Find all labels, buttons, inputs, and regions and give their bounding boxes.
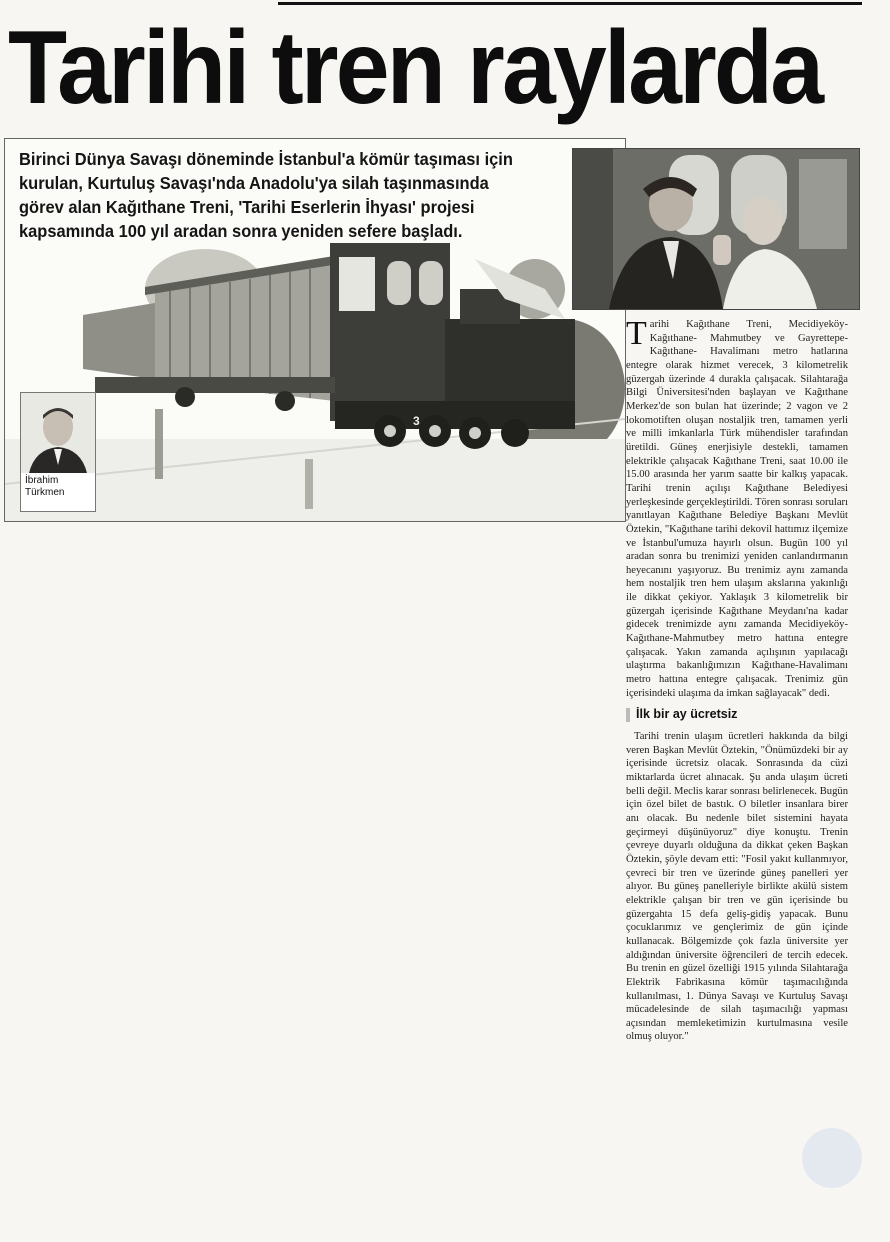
- train-number: 3: [413, 414, 420, 428]
- article-body: [626, 315, 849, 1044]
- author-first-name: İbrahim: [25, 475, 59, 486]
- subheading: İlk bir ay ücretsiz: [626, 708, 848, 722]
- author-byline: [20, 392, 96, 512]
- officials-photo: [572, 148, 860, 310]
- officials-photo-image: [573, 149, 859, 309]
- author-portrait: [21, 393, 95, 473]
- body-paragraph-1-text: arihi Kağıthane Treni, Mecidiyeköy-Kağıthane- Mahmutbey ve Gayrettepe- Kağıthane- Havalimanı metro hatlarına entegre olarak hizmet verecek, 3 kilometrelik güzergah üzerinde 4 durakla çalışacak. Silahtarağa Bilgi Üniversitesi'nden başlayan ve Kağıthane Merkez'de son bulan hat üzerinde; 2 vagon ve 2 lokomotiften oluşan nostaljik tren, tamamen yerli ve milli imkanlarla Türk mühendisler tarafından üretildi. Güneş enerjisiyle destekli, tamamen elektrikle çalışacak Kağıthane Treni, saat 10.00 ile 15.00 arasında her yarım saatte bir kalkış yapacak. Tarihi trenin açılışı Kağıthane Belediyesi yerleşkesinde gerçekleştirildi. Tören sonrası soruları yanıtlayan Kağıthane Belediye Başkanı Mevlüt Öztekin, "Kağıthane tarihi dekovil hattımız ilçemize ve İstanbul'umuza hayırlı olsun. Bugün 100 yıl aradan sonra bu trenimizi yeniden canlandırmanın heyecanını yaşıyoruz. Bu trenimiz aynı zamanda hem nostaljik tren hem ulaşım akslarına yakınlığı ile dikkat çekiyor. Yaklaşık 3 kilometrelik bir güzergah içerisinde Kağıthane Meydanı'na kadar gidecek trenimizde aynı zamanda Mecidiyeköy-Kağıthane-Mahmutbey metro hattına entegre çalışacak. Yakın zamanda açılışının yapılacağı ulaştırma bakanlığımızın Kağıthane-Havalimanı metro hattına entegre çalışacak. Trenimiz gün içerisindeki ulaşıma da imkan sağlayacak" dedi.: [626, 319, 849, 699]
- author-last-name: Türkmen: [25, 487, 65, 498]
- lead-text: Birinci Dünya Savaşı döneminde İstanbul'a kömür taşıması için kurulan, Kurtuluş Savaşı'nda Anadolu'ya silah taşınmasında görev alan Kağıthane Treni, 'Tarihi Eserlerin İhyası' projesi kapsamında 100 yıl aradan sonra yeniden sefere başladı.: [19, 149, 513, 241]
- body-paragraph-2: Tarihi trenin ulaşım ücretleri hakkında da bilgi veren Başkan Mevlüt Öztekin, "Önümüzdeki bir ay içerisinde ücretsiz olacak. Sonrasında da cüzi miktarlarda ücret alınacak. Şu anda ulaşım ücreti belli değil. Meclis karar sonrası belirlenecek. Bugün için özel bilet de bastık. O biletler insanlara birer anı olacak. Bu nedenle bilet sistemini hayata geçirmeyi düşünüyoruz" diye konuştu. Trenin çevreye duyarlı olduğuna da dikkat çeken Başkan Öztekin, şöyle devam etti: "Fosil yakıt kullanmıyor, çevreci bir tren ve üzerinde güneş panelleri yer alıyor. Bu güneş panelleriyle birlikte akülü sistem elektrikle çalışan bir tren ve gün içerisinde bu güzergahta 15 defa geliş-gidiş yapacak. Bunu çocuklarımız ve gençlerimiz de gün içinde kullanacak. Bölgemizde çok fazla üniversite yer aldığından üniversite öğrencileri de tercih edecek. Bu trenin en güzel özelliği 1915 yılında Silahtarağa Elektrik Fabrikasına kömür taşımacılığında kullanılması, 1. Dünya Savaşı ve Kurtuluş Savaşı mücadelesinde de silah taşımacılığı yapması açısından memleketimizin kurtulmasına vesile olmuş oluyor.": [626, 731, 848, 1043]
- stamp-watermark: [802, 1128, 862, 1188]
- body-paragraph-1: [626, 315, 849, 700]
- drop-cap: T: [626, 315, 647, 352]
- author-name: [21, 473, 95, 501]
- lead-photo-block: [4, 138, 626, 522]
- headline: Tarihi tren raylarda: [8, 10, 822, 126]
- top-rule: [278, 2, 862, 5]
